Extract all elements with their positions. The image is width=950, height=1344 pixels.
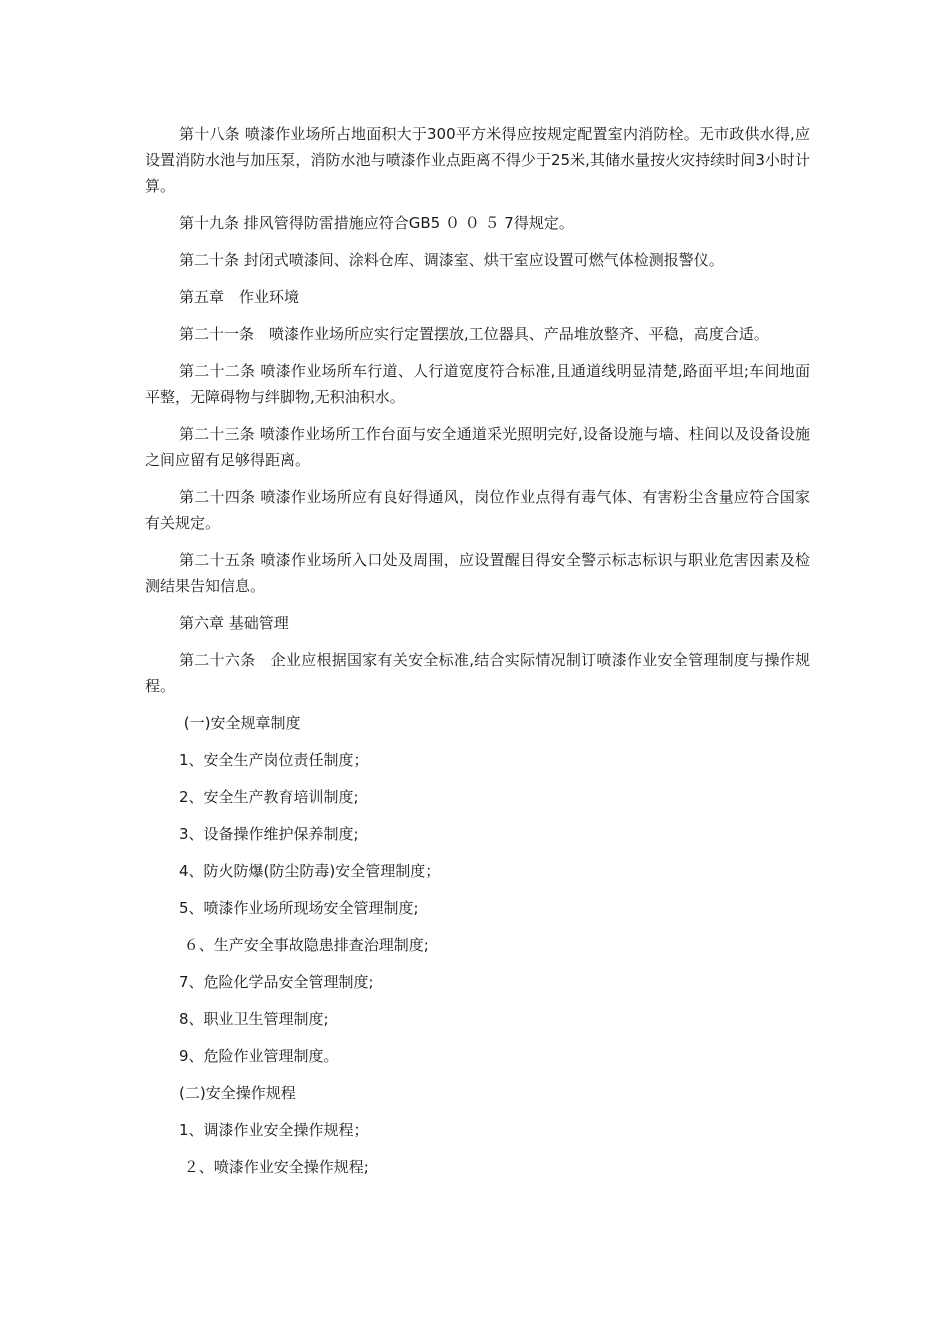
rule-item: 3、设备操作维护保养制度; [179, 825, 359, 843]
rule-item: 7、危险化学品安全管理制度; [179, 973, 374, 991]
rule-item: ６、生产安全事故隐患排查治理制度; [179, 936, 429, 954]
procedure-item: ２、喷漆作业安全操作规程; [179, 1158, 369, 1176]
section-operating-procedures-heading: (二)安全操作规程 [179, 1084, 296, 1102]
article-22: 第二十二条 喷漆作业场所车行道、人行道宽度符合标准,且通道线明显清楚,路面平坦;车间地面平整，无障碍物与绊脚物,无积油积水。 [145, 362, 810, 406]
article-20: 第二十条 封闭式喷漆间、涂料仓库、调漆室、烘干室应设置可燃气体检测报警仪。 [179, 251, 724, 269]
rule-item: 4、防火防爆(防尘防毒)安全管理制度； [179, 862, 441, 880]
article-21: 第二十一条 喷漆作业场所应实行定置摆放,工位器具、产品堆放整齐、平稳，高度合适。 [179, 325, 769, 343]
section-safety-rules-heading: (一)安全规章制度 [179, 714, 301, 732]
rule-item: 1、安全生产岗位责任制度； [179, 751, 369, 769]
article-26: 第二十六条 企业应根据国家有关安全标准,结合实际情况制订喷漆作业安全管理制度与操作规程。 [145, 651, 810, 695]
rule-item: 8、职业卫生管理制度; [179, 1010, 329, 1028]
chapter-5-heading: 第五章 作业环境 [179, 288, 300, 306]
article-19: 第十九条 排风管得防雷措施应符合GB5 ０ ０ ５ 7得规定。 [179, 214, 574, 232]
article-25: 第二十五条 喷漆作业场所入口处及周围，应设置醒目得安全警示标志标识与职业危害因素及检测结果告知信息。 [145, 551, 810, 595]
article-23: 第二十三条 喷漆作业场所工作台面与安全通道采光照明完好,设备设施与墙、柱间以及设备设施之间应留有足够得距离。 [145, 425, 810, 469]
article-24: 第二十四条 喷漆作业场所应有良好得通风，岗位作业点得有毒气体、有害粉尘含量应符合国家有关规定。 [145, 488, 810, 532]
procedure-item: 1、调漆作业安全操作规程； [179, 1121, 369, 1139]
document-body [145, 121, 810, 1191]
chapter-6-heading: 第六章 基础管理 [179, 614, 289, 632]
rule-item: 2、安全生产教育培训制度; [179, 788, 359, 806]
rule-item: 9、危险作业管理制度。 [179, 1047, 339, 1065]
article-18: 第十八条 喷漆作业场所占地面积大于300平方米得应按规定配置室内消防栓。无市政供水得,应设置消防水池与加压泵，消防水池与喷漆作业点距离不得少于25米,其储水量按火灾持续时间3小时计算。 [145, 125, 810, 195]
rule-item: 5、喷漆作业场所现场安全管理制度; [179, 899, 419, 917]
